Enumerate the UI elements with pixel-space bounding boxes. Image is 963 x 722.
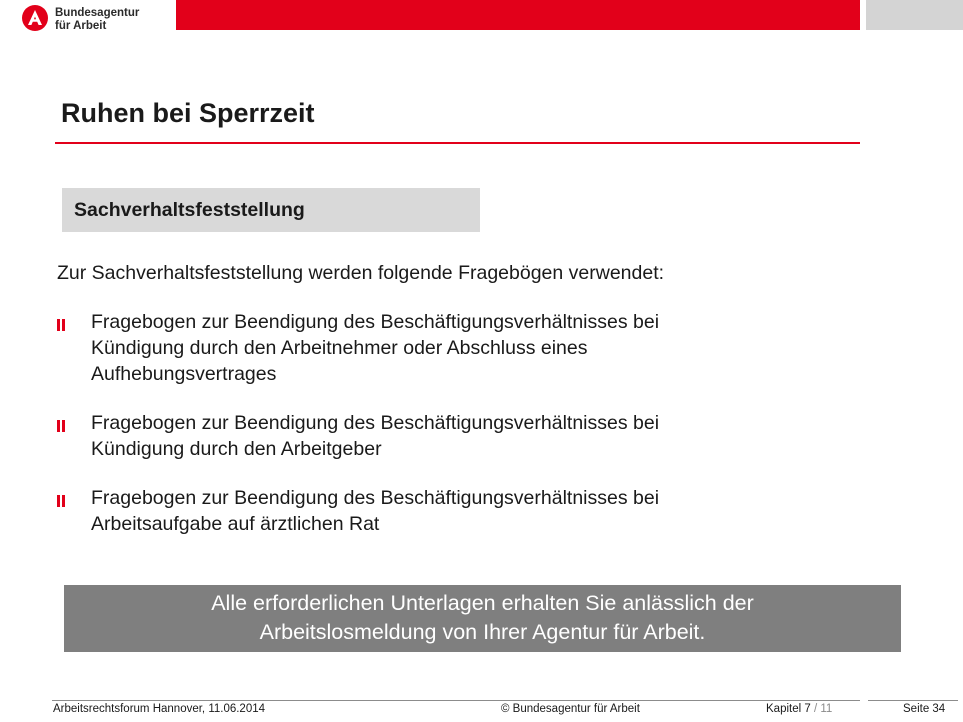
logo bbox=[21, 4, 181, 34]
slide-title: Ruhen bei Sperrzeit bbox=[61, 98, 315, 128]
footer-chapter bbox=[766, 703, 832, 715]
notice-line-1: Alle erforderlichen Unterlagen erhalten Sie anlässlich der bbox=[211, 591, 754, 615]
logo-line-2: für Arbeit bbox=[55, 20, 107, 32]
bullet-icon bbox=[57, 495, 65, 507]
logo-line-1: Bundesagentur bbox=[55, 7, 140, 19]
list-item bbox=[57, 309, 877, 387]
title-underline bbox=[55, 142, 860, 144]
notice-box bbox=[64, 585, 901, 652]
bullet-icon bbox=[57, 319, 65, 331]
list-item-line: Arbeitsaufgabe auf ärztlichen Rat bbox=[91, 513, 380, 535]
footer-event: Arbeitsrechtsforum Hannover, 11.06.2014 bbox=[53, 703, 266, 715]
footer-page-number: Seite 34 bbox=[903, 703, 946, 715]
chapter-total: 11 bbox=[820, 703, 833, 715]
list-item bbox=[57, 485, 877, 537]
list-item-line: Fragebogen zur Beendigung des Beschäftigungsverhältnisses bei bbox=[91, 487, 660, 509]
header-red-bar bbox=[176, 0, 860, 30]
chapter-label: Kapitel 7 bbox=[766, 703, 811, 715]
header-gray-bar bbox=[866, 0, 963, 30]
section-header bbox=[62, 188, 480, 232]
questionnaire-list bbox=[57, 309, 877, 537]
footer-divider-page bbox=[868, 700, 958, 701]
logo-text bbox=[55, 7, 139, 33]
list-item bbox=[57, 410, 877, 462]
bullet-icon bbox=[57, 420, 65, 432]
section-label: Sachverhaltsfeststellung bbox=[74, 198, 305, 221]
chapter-separator: / bbox=[813, 703, 818, 715]
list-item-line: Fragebogen zur Beendigung des Beschäftigungsverhältnisses bei bbox=[91, 311, 660, 333]
footer-divider bbox=[52, 700, 860, 701]
footer-copyright: © Bundesagentur für Arbeit bbox=[501, 703, 640, 715]
list-item-line: Fragebogen zur Beendigung des Beschäftigungsverhältnisses bei bbox=[91, 412, 660, 434]
list-item-line: Kündigung durch den Arbeitnehmer oder Abschluss eines bbox=[91, 337, 588, 359]
list-item-line: Kündigung durch den Arbeitgeber bbox=[91, 438, 382, 460]
list-item-line: Aufhebungsvertrages bbox=[91, 363, 277, 385]
notice-line-2: Arbeitslosmeldung von Ihrer Agentur für Arbeit. bbox=[259, 620, 706, 644]
intro-text: Zur Sachverhaltsfeststellung werden folgende Fragebögen verwendet: bbox=[57, 262, 665, 284]
bundesagentur-a-icon bbox=[21, 4, 49, 32]
